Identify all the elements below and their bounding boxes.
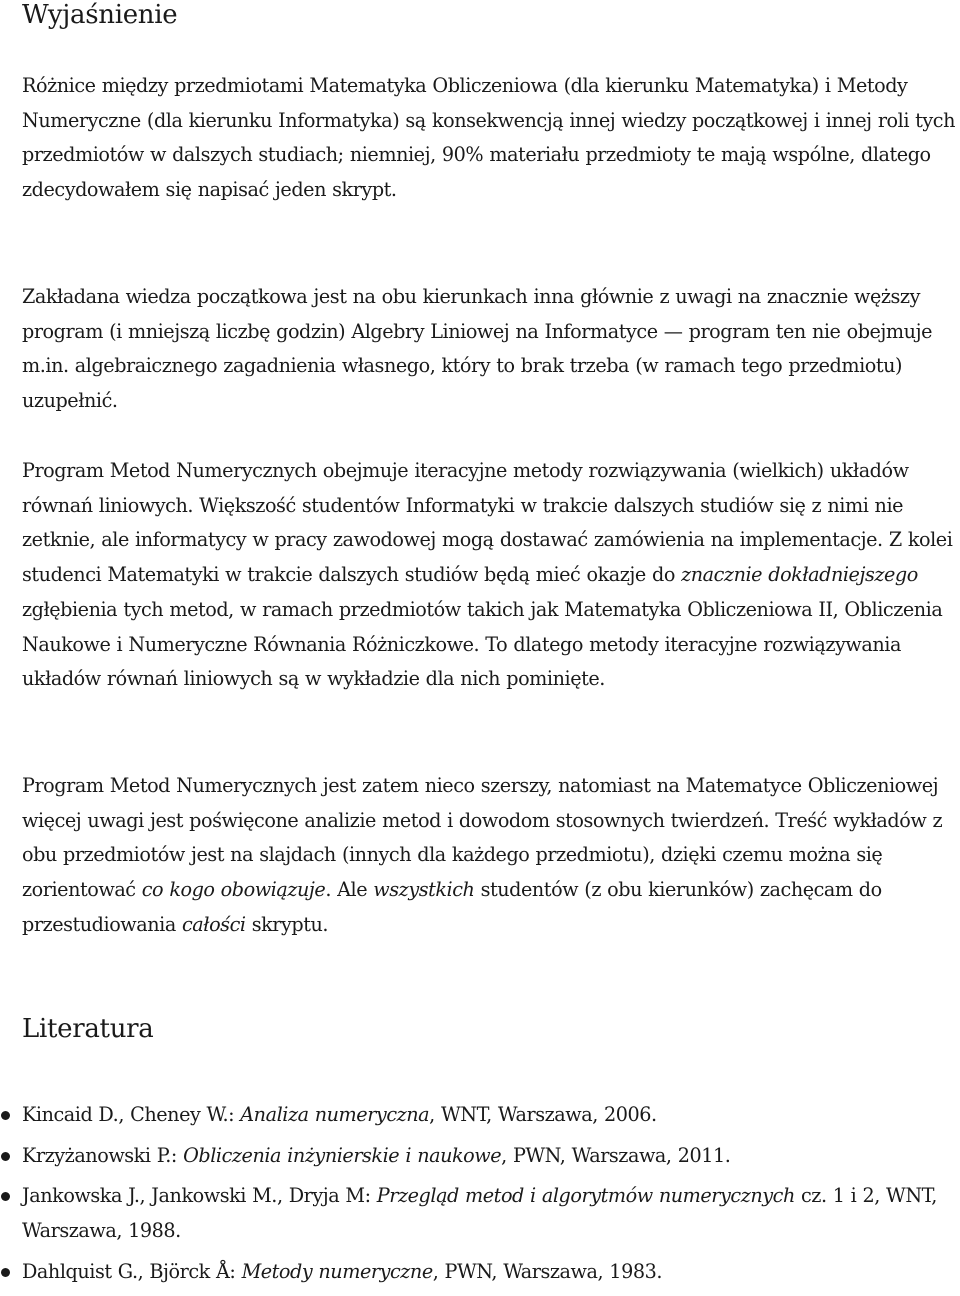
literature-item	[0, 1139, 960, 1174]
paragraph-text: . Ale	[325, 878, 374, 902]
paragraph-text: skryptu.	[245, 912, 329, 936]
literature-title: Obliczenia inżynierskie i naukowe	[183, 1143, 502, 1167]
literature-publisher: , PWN, Warszawa, 1983.	[432, 1259, 662, 1283]
emphasis-text: znacznie dokładniejszego	[681, 563, 918, 587]
paragraph-differences: Różnice między przedmiotami Matematyka Obliczeniowa (dla kierunku Matematyka) i Metody Numeryczne (dla kierunku Informatyka) są konsekwencją innej wiedzy początkowej i innej roli tych przedmiotów w dalszych studiach; niemniej, 90% materiału przedmioty te mają wspólne, dlatego zdecydowałem się napisać jeden skrypt.	[22, 74, 956, 202]
section-heading-explanation: Wyjaśnienie	[22, 0, 178, 30]
emphasis-text: całości	[182, 912, 246, 936]
paragraph-program-scope	[22, 769, 960, 943]
literature-authors: Dahlquist G., Björck Å:	[22, 1259, 242, 1283]
paragraph-program-iterative	[22, 454, 960, 697]
bullet-icon	[1, 1152, 10, 1161]
literature-publisher: , WNT, Warszawa, 2006.	[429, 1103, 657, 1126]
literature-authors: Krzyżanowski P.:	[22, 1143, 184, 1167]
bullet-icon	[1, 1192, 10, 1201]
literature-title: Analiza numeryczna	[240, 1103, 430, 1126]
literature-title: Przegląd metod i algorytmów numerycznych	[376, 1184, 795, 1208]
bullet-icon	[1, 1268, 10, 1277]
literature-publisher: cz. 1 i 2, WNT, Warszawa, 1988.	[22, 1184, 937, 1243]
paragraph-text: zgłębienia tych metod, w ramach przedmiotów takich jak Matematyka Obliczeniowa II, Obliczenia Naukowe i Numeryczne Równania Różniczkowe. To dlatego metody iteracyjne rozwiązywania układów równań liniowych są w wykładzie dla nich pominięte.	[22, 597, 943, 691]
paragraph-text: studentów (z obu kierunków) zachęcam do przestudiowania	[22, 878, 882, 936]
literature-item	[0, 1179, 960, 1248]
literature-item	[0, 1255, 960, 1290]
bullet-icon	[1, 1111, 10, 1120]
literature-title: Metody numeryczne	[241, 1259, 433, 1283]
literature-item	[0, 1098, 960, 1133]
section-heading-literature: Literatura	[22, 1014, 154, 1044]
literature-authors: Kincaid D., Cheney W.:	[22, 1103, 241, 1126]
literature-authors: Jankowska J., Jankowski M., Dryja M:	[22, 1184, 377, 1208]
paragraph-prior-knowledge: Zakładana wiedza początkowa jest na obu kierunkach inna głównie z uwagi na znacznie węższy program (i mniejszą liczbę godzin) Algebry Liniowej na Informatyce — program ten nie obejmuje m.in. algebraicznego zagadnienia własnego, który to brak trzeba (w ramach tego przedmiotu) uzupełnić.	[22, 285, 932, 413]
emphasis-text: co kogo obowiązuje	[141, 878, 326, 902]
literature-publisher: , PWN, Warszawa, 2011.	[501, 1143, 731, 1167]
emphasis-text: wszystkich	[373, 878, 475, 902]
literature-list	[0, 1098, 960, 1296]
paragraph-text: Program Metod Numerycznych jest zatem nieco szerszy, natomiast na Matematyce Obliczeniowej więcej uwagi jest poświęcone analizie metod i dowodom stosownych twierdzeń. Treść wykładów z obu przedmiotów jest na slajdach (innych dla każdego przedmiotu), dzięki czemu można się zorientować	[22, 774, 943, 902]
paragraph-text: Program Metod Numerycznych obejmuje iteracyjne metody rozwiązywania (wielkich) układów równań liniowych. Większość studentów Informatyki w trakcie dalszych studiów się z nimi nie zetknie, ale informatycy w pracy zawodowej mogą dostawać zamówienia na implementacje. Z kolei studenci Matematyki w trakcie dalszych studiów będą mieć okazje do	[22, 459, 953, 587]
